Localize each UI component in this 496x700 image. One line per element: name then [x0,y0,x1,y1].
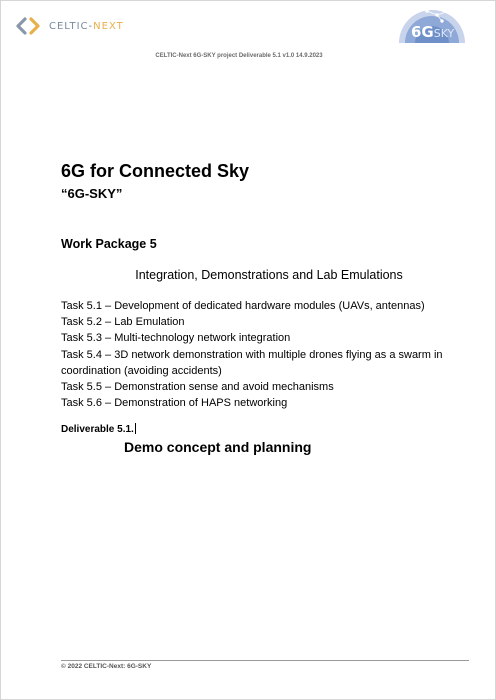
deliverable-title: Demo concept and planning [124,439,312,455]
6g-sky-logo [397,3,467,43]
header-note: CELTIC-Next 6G-SKY project Deliverable 5.1 v1.0 14.9.2023 [155,53,323,59]
work-package-heading: Work Package 5 [61,237,157,251]
task-item: Task 5.1 – Development of dedicated hardware modules (UAVs, antennas) [61,300,425,312]
task-item: Task 5.3 – Multi-technology network integration [61,332,291,345]
celtic-next-logo [15,17,124,35]
brand-text: CELTIC-NEXT [49,20,124,32]
badge-text: 6GSKY [411,23,455,41]
task-item: Task 5.6 – Demonstration of HAPS networking [61,397,288,410]
task-item: Task 5.2 – Lab Emulation [61,316,185,329]
text-cursor [135,423,136,434]
task-item: Task 5.4 – 3D network demonstration with multiple drones flying as a swarm in coordination (avoiding accidents) [61,348,443,377]
task-item: Task 5.5 – Demonstration sense and avoid mechanisms [61,381,334,394]
deliverable-label[interactable]: Deliverable 5.1. [61,424,134,435]
footer-copyright: © 2022 CELTIC-Next: 6G-SKY [61,663,152,670]
work-package-description: Integration, Demonstrations and Lab Emulations [135,268,403,282]
celtic-logo-icon [15,17,45,35]
task-list [61,298,471,411]
document-title: 6G for Connected Sky [61,161,250,181]
document-subtitle: “6G-SKY” [61,186,123,201]
footer-divider [61,660,469,661]
